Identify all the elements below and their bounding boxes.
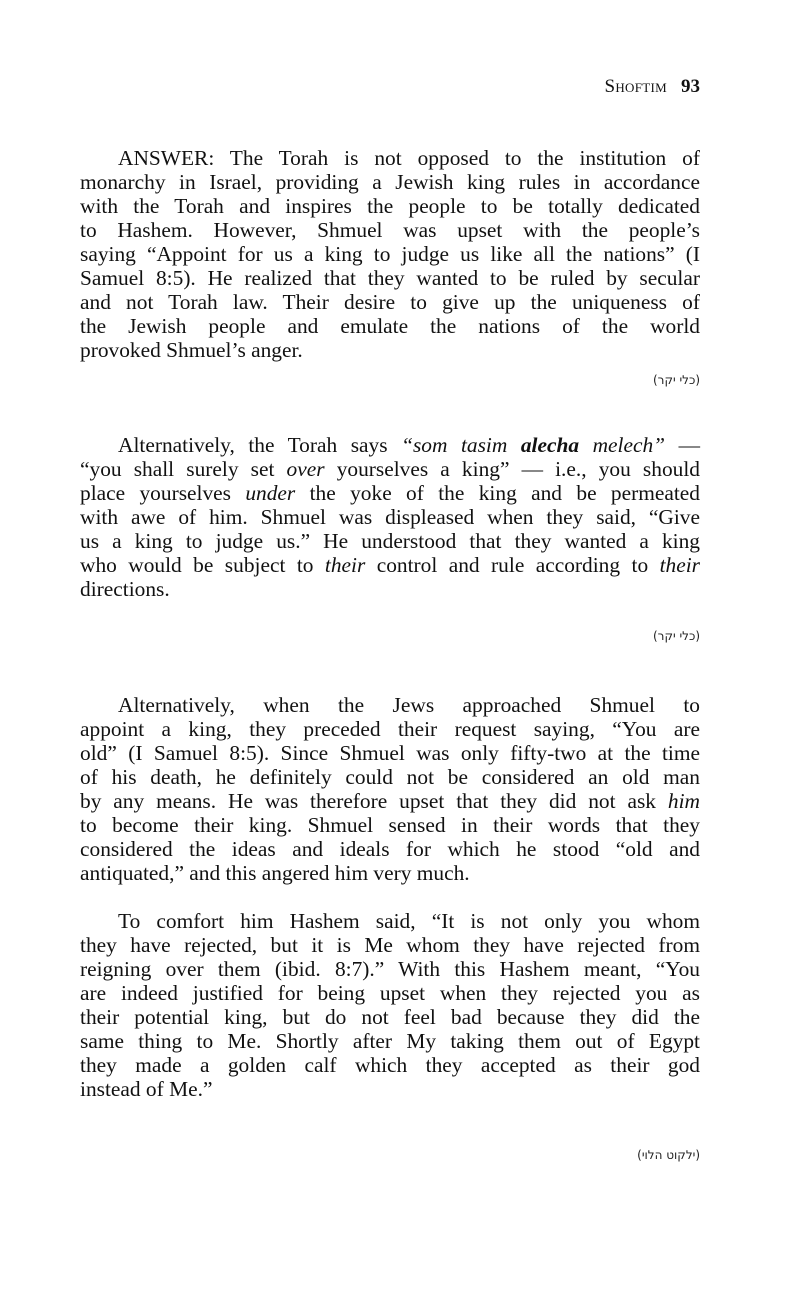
- text-line: they have rejected, but it is Me whom they have rejected from: [80, 933, 700, 957]
- text-line: [80, 813, 700, 837]
- text-line: [80, 529, 700, 553]
- text-line: [80, 693, 700, 717]
- text-line: instead of Me.”: [80, 1077, 213, 1101]
- italic-run: their: [324, 553, 366, 577]
- text-line: [80, 861, 700, 885]
- text-line: [80, 457, 700, 481]
- source-citation: (ילקוט הלוי): [637, 1148, 700, 1162]
- source-citation: (כלי יקר): [653, 373, 700, 387]
- running-header: [604, 76, 700, 98]
- text-run: —: [665, 433, 700, 457]
- text-line: Samuel 8:5). He realized that they wanted to be ruled by secular: [80, 266, 700, 290]
- text-run: who would be subject to: [80, 553, 325, 577]
- paragraph-answer: [80, 146, 700, 362]
- text-line: to Hashem. However, Shmuel was upset with the people’s: [80, 218, 700, 242]
- text-run: yourselves a king” — i.e., you should: [324, 457, 700, 481]
- text-line: reigning over them (ibid. 8:7).” With this Hashem meant, “You: [80, 957, 700, 981]
- text-line: they made a golden calf which they accepted as their god: [80, 1053, 700, 1077]
- text-line: and not Torah law. Their desire to give up the uniqueness of: [80, 290, 700, 314]
- text-line: with the Torah and inspires the people to be totally dedicated: [80, 194, 700, 218]
- text-line: [80, 765, 700, 789]
- text-line: provoked Shmuel’s anger.: [80, 338, 303, 362]
- text-run: antiquated,” and this angered him very much.: [80, 861, 470, 885]
- italic-run: under: [245, 481, 296, 505]
- text-run: directions.: [80, 577, 170, 601]
- text-run: control and rule according to: [365, 553, 660, 577]
- italic-run: “som tasim: [401, 433, 521, 457]
- text-line: [80, 789, 700, 813]
- text-line: [80, 481, 700, 505]
- text-line: [80, 577, 700, 601]
- text-line: To comfort him Hashem said, “It is not only you whom: [118, 909, 700, 933]
- text-run: Alternatively, the Torah says: [118, 433, 402, 457]
- text-line: saying “Appoint for us a king to judge us like all the nations” (I: [80, 242, 700, 266]
- text-run: the yoke of the king and be permeated: [295, 481, 700, 505]
- italic-run: him: [667, 789, 700, 813]
- text-run: place yourselves: [80, 481, 246, 505]
- text-run: to become their king. Shmuel sensed in their words that they: [80, 813, 700, 837]
- text-run: old” (I Samuel 8:5). Since Shmuel was only fifty-two at the time: [80, 741, 700, 765]
- italic-run: their: [659, 553, 700, 577]
- running-title: Shoftim: [604, 76, 667, 97]
- bold-italic-run: alecha: [520, 433, 580, 457]
- italic-run: melech”: [579, 433, 666, 457]
- text-line: [80, 433, 700, 457]
- text-line: [80, 553, 700, 577]
- text-line: ANSWER: The Torah is not opposed to the institution of: [118, 146, 700, 170]
- text-line: monarchy in Israel, providing a Jewish king rules in accordance: [80, 170, 700, 194]
- text-line: the Jewish people and emulate the nations of the world: [80, 314, 700, 338]
- text-run: us a king to judge us.” He understood that they wanted a king: [80, 529, 700, 553]
- text-run: considered the ideas and ideals for which he stood “old and: [80, 837, 700, 861]
- paragraph-alternative-1: [80, 433, 700, 601]
- source-citation: (כלי יקר): [653, 629, 700, 643]
- text-line: [80, 717, 700, 741]
- text-run: by any means. He was therefore upset that they did not ask: [80, 789, 668, 813]
- text-run: Alternatively, when the Jews approached Shmuel to: [118, 693, 700, 717]
- text-line: [80, 505, 700, 529]
- paragraph-alternative-2: [80, 693, 700, 885]
- text-line: [80, 837, 700, 861]
- text-line: [80, 741, 700, 765]
- text-line: same thing to Me. Shortly after My taking them out of Egypt: [80, 1029, 700, 1053]
- paragraph-comfort: [80, 909, 700, 1101]
- text-run: with awe of him. Shmuel was displeased when they said, “Give: [80, 505, 700, 529]
- text-run: “you shall surely set: [80, 457, 287, 481]
- italic-run: over: [286, 457, 325, 481]
- text-line: their potential king, but do not feel bad because they did the: [80, 1005, 700, 1029]
- text-run: of his death, he definitely could not be considered an old man: [80, 765, 700, 789]
- text-run: appoint a king, they preceded their request saying, “You are: [80, 717, 700, 741]
- page-number: 93: [681, 76, 700, 97]
- text-line: are indeed justified for being upset when they rejected you as: [80, 981, 700, 1005]
